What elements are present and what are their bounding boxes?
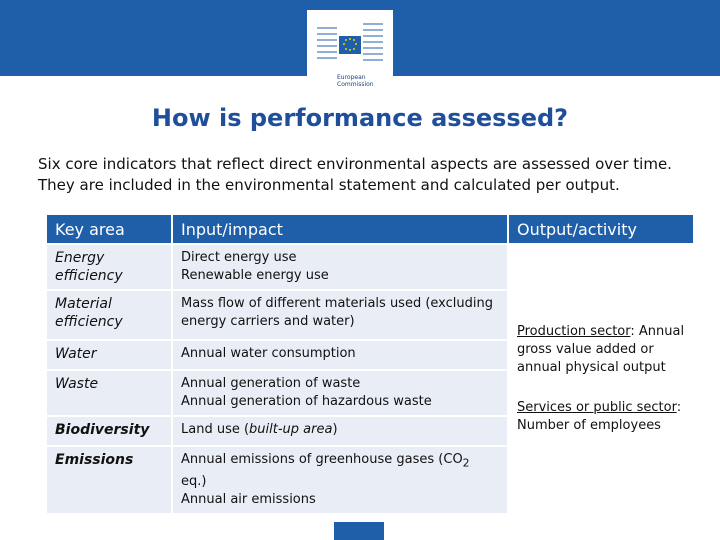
impact-line: Mass flow of different materials used (excluding energy carriers and water): [181, 296, 493, 329]
logo-line-1: European: [337, 74, 366, 81]
impact-cell: [173, 291, 507, 339]
impact-line: [181, 451, 499, 491]
impact-line: Renewable energy use: [181, 268, 329, 283]
impact-cell: [173, 341, 507, 369]
impact-cell: [173, 417, 507, 445]
header-input-impact: Input/impact: [173, 215, 507, 243]
key-cell: Water: [47, 341, 171, 369]
header-output-activity: Output/activity: [509, 215, 693, 243]
key-cell: Biodiversity: [47, 417, 171, 445]
impact-text: Land use (: [181, 422, 250, 437]
impact-cell: [173, 245, 507, 289]
impact-text: Annual emissions of greenhouse gases (CO: [181, 452, 463, 467]
production-sector-label: Production sector: [517, 323, 631, 339]
output-production: [517, 323, 685, 377]
key-cell: Waste: [47, 371, 171, 415]
logo-text: [337, 74, 374, 88]
key-cell: Material efficiency: [47, 291, 171, 339]
key-cell: Emissions: [47, 447, 171, 513]
impact-line: Annual water consumption: [181, 346, 356, 361]
page-title: How is performance assessed?: [151, 104, 569, 132]
output-services: [517, 399, 685, 435]
key-cell: Energy efficiency: [47, 245, 171, 289]
impact-text: ): [332, 422, 338, 437]
output-cell: [509, 245, 693, 513]
services-sector-text: : Number of employees: [517, 399, 682, 433]
indicator-table: [45, 213, 695, 515]
intro-paragraph: Six core indicators that reflect direct environmental aspects are assessed over time. They are included in the environmental statement and calculated per output.: [38, 155, 672, 194]
impact-italic: built-up area: [249, 422, 333, 437]
impact-line: Direct energy use: [181, 250, 297, 265]
european-commission-logo: [307, 10, 393, 98]
impact-text: eq.): [181, 473, 207, 489]
production-sector-text: : Annual gross value added or annual physical output: [517, 323, 685, 375]
impact-line: Annual generation of waste: [181, 376, 361, 391]
impact-cell: [173, 371, 507, 415]
logo-line-2: Commission: [337, 81, 374, 88]
services-sector-label: Services or public sector: [517, 399, 677, 415]
impact-cell: [173, 447, 507, 513]
table-header-row: [47, 215, 693, 243]
impact-line: Annual generation of hazardous waste: [181, 394, 432, 409]
impact-line: Annual air emissions: [181, 491, 316, 507]
subscript: 2: [462, 456, 470, 470]
building-icon: [313, 16, 387, 64]
footer-accent: [334, 522, 384, 540]
table-row: [47, 245, 693, 289]
header-key-area: Key area: [47, 215, 171, 243]
